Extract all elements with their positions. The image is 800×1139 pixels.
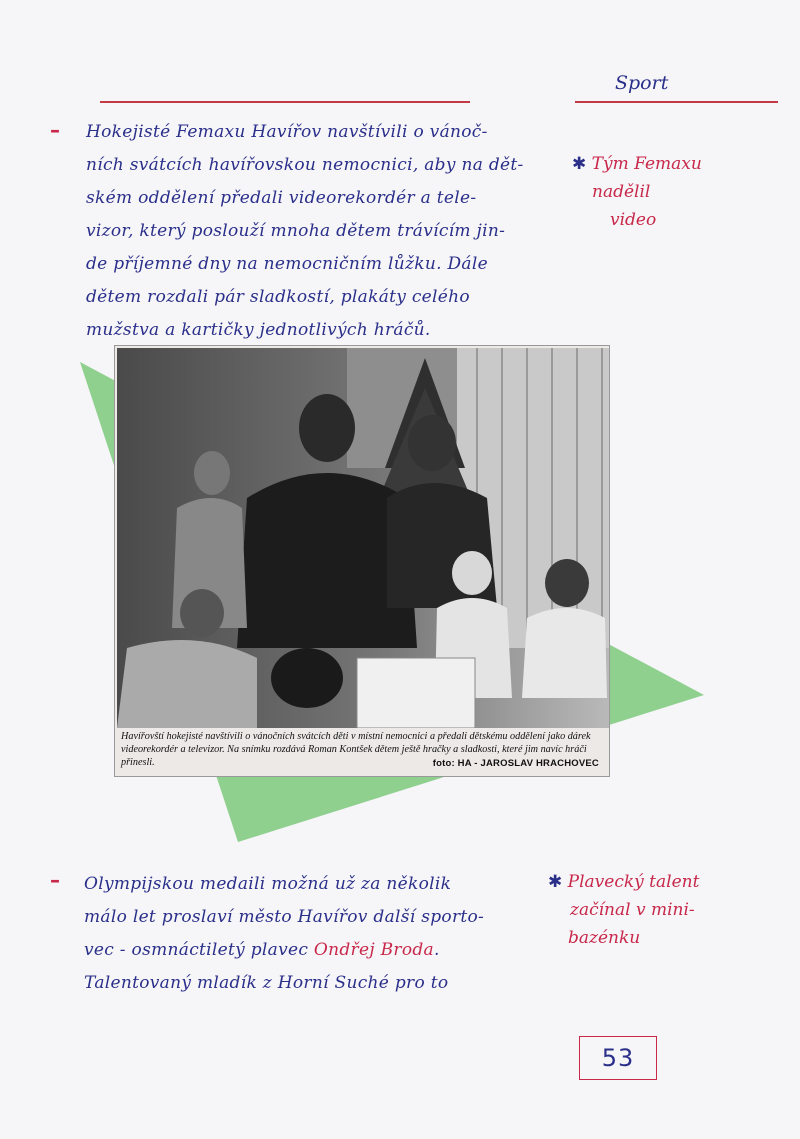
article2-dash: – [50, 868, 60, 892]
page-number: 53 [601, 1044, 635, 1072]
star-icon: ✱ [572, 154, 587, 174]
article2-line: málo let proslaví město Havířov další sporto- [84, 907, 485, 927]
article2-side-note [548, 868, 699, 952]
clipping-photo [117, 348, 609, 728]
article1-line: Hokejisté Femaxu Havířov navštívili o vánoč- [86, 122, 488, 142]
article1-line: ních svátcích havířovskou nemocnici, aby na dět- [86, 155, 524, 175]
article1-dash: – [50, 118, 60, 142]
star-icon: ✱ [548, 872, 563, 892]
section-label: Sport [615, 72, 669, 94]
article2-text [84, 868, 484, 1000]
side-note-line: Plavecký talent [567, 872, 700, 892]
side-note-line: video [610, 210, 657, 230]
side-note-line: bazénku [568, 928, 641, 948]
article2-line: Talentovaný mladík z Horní Suché pro to [84, 973, 449, 993]
article1-line: mužstva a kartičky jednotlivých hráčů. [86, 320, 431, 340]
article1-line: dětem rozdali pár sladkostí, plakáty celého [86, 287, 470, 307]
article1-line: ském oddělení předali videorekordér a tele- [86, 188, 477, 208]
article2-line: vec - osmnáctiletý plavec Ondřej Broda. [84, 940, 440, 960]
athlete-name: Ondřej Broda [313, 940, 434, 960]
page-number-box [579, 1036, 657, 1080]
article1-line: vizor, který poslouží mnoha dětem trávícím jin- [86, 221, 506, 241]
article2-line: Olympijskou medaili možná už za několik [84, 874, 452, 894]
side-note-line: Tým Femaxu [591, 154, 702, 174]
article1-line: de příjemné dny na nemocničním lůžku. Dále [86, 254, 488, 274]
clipping-caption: Havířovští hokejisté navštívili o vánočních svátcích děti v místní nemocnici a předali dětskému oddělení jako dárek videorekordér a televizor. Na snímku rozdává Roman Kontšek dětem ještě hračky a sladkosti, které jim navíc hráči přinesli. [121, 731, 591, 768]
newspaper-clipping [114, 345, 610, 777]
clipping-credit: foto: HA - JAROSLAV HRACHOVEC [432, 758, 599, 769]
side-note-line: začínal v mini- [570, 900, 695, 920]
side-note-line: nadělil [592, 182, 651, 202]
